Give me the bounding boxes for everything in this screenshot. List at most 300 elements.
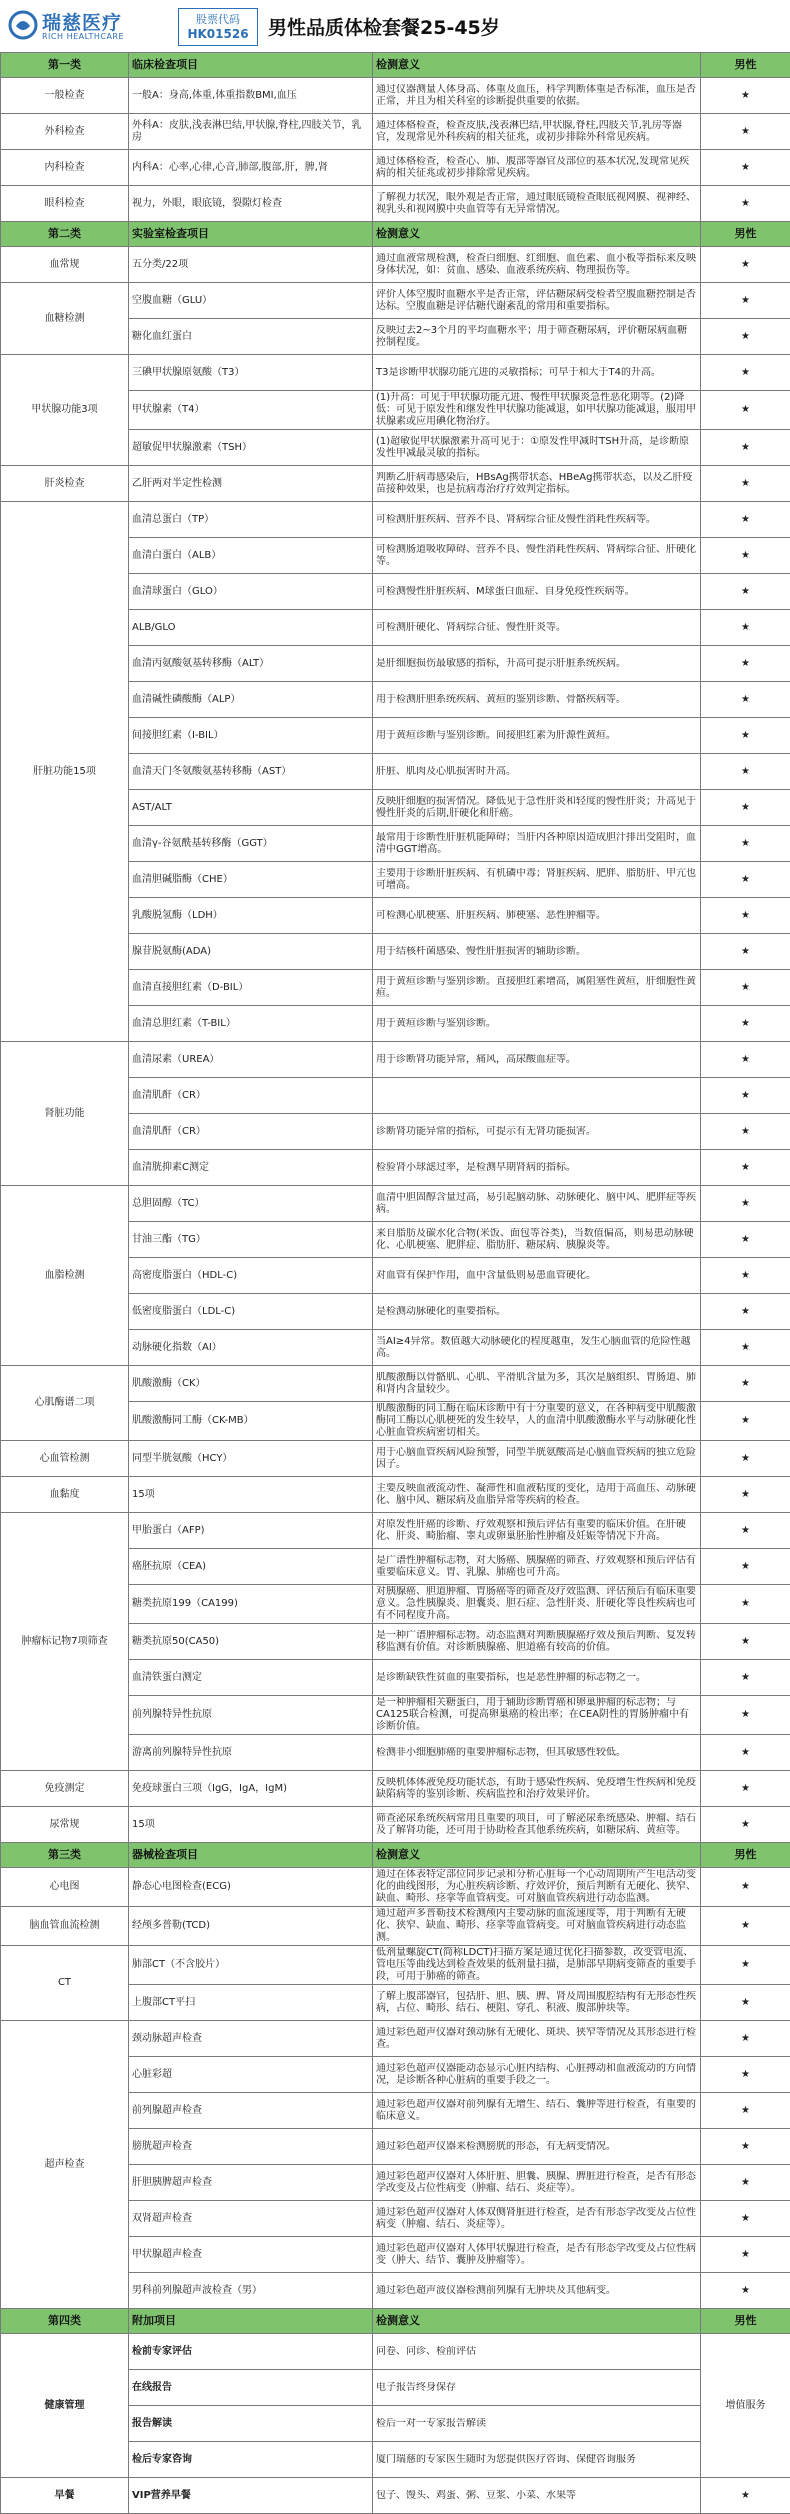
description-text: 用于黄疸诊断与鉴别诊断。直接胆红素增高，属阻塞性黄疸，肝细胞性黄疸。 (376, 976, 697, 1000)
description-text: 肌酸激酶的同工酶在临床诊断中有十分重要的意义，在各种病变中肌酸激酶同工酶以心肌梗死的发生较早，人的血清中肌酸激酶水平与动脉硬化性心脏血管疾病密切相关。 (376, 1403, 697, 1439)
table-row (1, 114, 790, 150)
description-cell (373, 1771, 701, 1807)
included-star-icon: ★ (701, 1985, 790, 2021)
category-cell: 心电图 (1, 1868, 129, 1907)
table-row (1, 1907, 790, 1946)
section-gender-header: 男性 (701, 2309, 790, 2334)
item-cell: 肌酸激酶同工酶（CK-MB） (129, 1402, 373, 1441)
description-text: 用于诊断肾功能异常，痛风，高尿酸血症等。 (376, 1054, 697, 1066)
included-star-icon: ★ (701, 466, 790, 502)
description-cell (373, 2370, 701, 2406)
item-cell: 视力，外眼，眼底镜，裂隙灯检查 (129, 186, 373, 222)
category-cell: 外科检查 (1, 114, 129, 150)
item-cell: 肝胆胰脾超声检查 (129, 2165, 373, 2201)
section-item-header: 临床检查项目 (129, 53, 373, 78)
item-cell: 外科A：皮肤,浅表淋巴结,甲状腺,脊柱,四肢关节，乳房 (129, 114, 373, 150)
category-cell: 血糖检测 (1, 283, 129, 355)
category-cell: CT (1, 1946, 129, 2021)
item-cell: 空腹血糖（GLU） (129, 283, 373, 319)
description-cell (373, 2334, 701, 2370)
table-row (1, 1771, 790, 1807)
description-text: 通过彩色超声波仪器检测前列腺有无肿块及其他病变。 (376, 2285, 697, 2297)
description-text: 用于心脑血管疾病风险预警，同型半胱氨酸高是心脑血管疾病的独立危险因子。 (376, 1447, 697, 1471)
item-cell: 内科A：心率,心律,心音,肺部,腹部,肝，脾,肾 (129, 150, 373, 186)
included-star-icon: ★ (701, 502, 790, 538)
description-text: 评价人体空腹时血糖水平是否正常，评估糖尿病受检者空腹血糖控制是否达标。空腹血糖是评估糖代谢紊乱的常用和重要指标。 (376, 289, 697, 313)
included-star-icon: ★ (701, 862, 790, 898)
description-text: 最常用于诊断性肝脏机能障碍；当肝内各种原因造成胆汁排出受阻时，血清中GGT增高。 (376, 832, 697, 856)
category-cell: 甲状腺功能3项 (1, 355, 129, 466)
description-cell (373, 1150, 701, 1186)
stock-code-box (178, 8, 258, 46)
description-cell (373, 247, 701, 283)
included-star-icon: ★ (701, 538, 790, 574)
included-star-icon: ★ (701, 1150, 790, 1186)
item-cell: 心脏彩超 (129, 2057, 373, 2093)
item-cell: 血清总胆红素（T-BIL） (129, 1006, 373, 1042)
item-cell: 乳酸脱氢酶（LDH） (129, 898, 373, 934)
description-text: 厦门瑞慈的专家医生随时为您提供医疗咨询、保健咨询服务 (376, 2454, 697, 2466)
item-cell: AST/ALT (129, 790, 373, 826)
description-text: 是肝细胞损伤最敏感的指标，升高可提示肝脏系统疾病。 (376, 658, 697, 670)
description-text: 当AI≥4异常。数值越大动脉硬化的程度越重，发生心脑血管的危险性越高。 (376, 1336, 697, 1360)
item-cell: 在线报告 (129, 2370, 373, 2406)
description-text: 诊断肾功能异常的指标，可提示有无肾功能损害。 (376, 1126, 697, 1138)
included-star-icon: ★ (701, 1078, 790, 1114)
item-cell: ALB/GLO (129, 610, 373, 646)
description-cell (373, 78, 701, 114)
description-cell (373, 355, 701, 391)
included-star-icon: ★ (701, 934, 790, 970)
table-row (1, 466, 790, 502)
included-star-icon: ★ (701, 718, 790, 754)
item-cell: 前列腺特异性抗原 (129, 1696, 373, 1735)
item-cell: 血清胆碱脂酶（CHE） (129, 862, 373, 898)
included-star-icon: ★ (701, 1114, 790, 1150)
description-cell (373, 2478, 701, 2514)
included-star-icon: ★ (701, 1402, 790, 1441)
included-star-icon: ★ (701, 2237, 790, 2273)
included-star-icon: ★ (701, 283, 790, 319)
item-cell: 五分类/22项 (129, 247, 373, 283)
description-text: 通过仪器测量人体身高、体重及血压，科学判断体重是否标准，血压是否正常，并且为相关科室的诊断提供重要的依据。 (376, 84, 697, 108)
included-star-icon: ★ (701, 898, 790, 934)
item-cell: 血清肌酐（CR） (129, 1078, 373, 1114)
description-cell (373, 2021, 701, 2057)
category-cell: 血常规 (1, 247, 129, 283)
item-cell: 经颅多普勒(TCD) (129, 1907, 373, 1946)
description-cell (373, 862, 701, 898)
description-text: 对原发性肝癌的诊断、疗效观察和预后评估有重要的临床价值。在肝硬化、肝炎、畸胎瘤、睾丸或卵巢胚胎性肿瘤及妊娠等情况下升高。 (376, 1519, 697, 1543)
description-cell (373, 646, 701, 682)
included-star-icon: ★ (701, 430, 790, 466)
section-gender-header: 男性 (701, 222, 790, 247)
description-text: 是一种广谱肿瘤标志物。动态监测对判断胰腺癌疗效及预后判断、复发转移监测有价值。对诊断胰腺癌、胆道癌有较高的价值。 (376, 1630, 697, 1654)
item-cell: 检后专家咨询 (129, 2442, 373, 2478)
description-text: 肝脏、肌肉及心肌损害时升高。 (376, 766, 697, 778)
included-star-icon: ★ (701, 1258, 790, 1294)
included-star-icon: ★ (701, 790, 790, 826)
included-star-icon: ★ (701, 1186, 790, 1222)
description-cell (373, 1366, 701, 1402)
description-cell (373, 1222, 701, 1258)
item-cell: 同型半胱氨酸（HCY） (129, 1441, 373, 1477)
description-text: 是诊断缺铁性贫血的重要指标，也是恶性肿瘤的标志物之一。 (376, 1672, 697, 1684)
description-text: 通过体格检查，检查心、肺、腹部等器官及部位的基本状况,发现常见疾病的相关征兆或初步排除常见疾病。 (376, 156, 697, 180)
item-cell: 糖类抗原50(CA50) (129, 1624, 373, 1660)
description-text: 是广谱性肿瘤标志物，对大肠癌、胰腺癌的筛查、疗效观察和预后评估有重要临床意义。胃、乳腺、肺癌也可升高。 (376, 1555, 697, 1579)
description-cell (373, 538, 701, 574)
included-star-icon: ★ (701, 2273, 790, 2309)
table-row (1, 1946, 790, 1985)
item-cell: 甘油三酯（TG） (129, 1222, 373, 1258)
included-star-icon: ★ (701, 1513, 790, 1549)
table-row (1, 502, 790, 538)
item-cell: VIP营养早餐 (129, 2478, 373, 2514)
item-cell: 血清γ-谷氨酰基转移酶（GGT） (129, 826, 373, 862)
included-star-icon: ★ (701, 1696, 790, 1735)
description-text: 反映过去2~3个月的平均血糖水平；用于筛查糖尿病，评价糖尿病血糖控制程度。 (376, 325, 697, 349)
included-star-icon: ★ (701, 1549, 790, 1585)
item-cell: 游离前列腺特异性抗原 (129, 1735, 373, 1771)
included-star-icon: ★ (701, 1294, 790, 1330)
description-text: 用于黄疸诊断与鉴别诊断。间接胆红素为肝源性黄疸。 (376, 730, 697, 742)
description-text: 包子、馒头、鸡蛋、粥、豆浆、小菜、水果等 (376, 2490, 697, 2502)
category-cell: 尿常规 (1, 1807, 129, 1843)
stock-code: HK01526 (179, 27, 257, 41)
description-cell (373, 898, 701, 934)
included-star-icon: ★ (701, 646, 790, 682)
item-cell: 甲胎蛋白（AFP) (129, 1513, 373, 1549)
description-text: 通过血液常规检测，检查白细胞、红细胞、血色素、血小板等指标来反映身体状况，如：贫血、感染、血液系统疾病、物理损伤等。 (376, 253, 697, 277)
item-cell: 血清直接胆红素（D-BIL） (129, 970, 373, 1006)
description-cell (373, 574, 701, 610)
description-text: 可检测心肌梗塞、肝脏疾病、肺梗塞、恶性肿瘤等。 (376, 910, 697, 922)
item-cell: 血清铁蛋白测定 (129, 1660, 373, 1696)
section-item-header: 器械检查项目 (129, 1843, 373, 1868)
description-cell (373, 1441, 701, 1477)
description-cell (373, 1513, 701, 1549)
description-cell (373, 1985, 701, 2021)
description-cell (373, 2406, 701, 2442)
description-text: 血清中胆固醇含量过高，易引起脑动脉、动脉硬化、脑中风、肥胖症等疾病。 (376, 1192, 697, 1216)
section-item-header: 实验室检查项目 (129, 222, 373, 247)
description-text: 通过彩色超声仪器对人体甲状腺进行检查，是否有形态学改变及占位性病变（肿大、结节、囊肿及肿瘤等）。 (376, 2243, 697, 2267)
description-text: (1)超敏促甲状腺激素升高可见于：①原发性甲减时TSH升高，是诊断原发性甲减最灵敏的指标。 (376, 436, 697, 460)
description-cell (373, 430, 701, 466)
stock-label: 股票代码 (179, 11, 257, 27)
item-cell: 双肾超声检查 (129, 2201, 373, 2237)
included-star-icon: ★ (701, 1946, 790, 1985)
description-text: 通过彩色超声仪器对人体肝脏、胆囊、胰腺、脾脏进行检查，是否有形态学改变及占位性病变（肿瘤、结石、炎症等）。 (376, 2171, 697, 2195)
description-text: 来自脂肪及碳水化合物(米饭、面包等谷类)，当数值偏高，则易患动脉硬化、心肌梗塞、肥胖症、脂肪肝、糖尿病、胰腺炎等。 (376, 1228, 697, 1252)
item-cell: 检前专家评估 (129, 2334, 373, 2370)
section-category-header: 第四类 (1, 2309, 129, 2334)
description-text: 反映肝细胞的损害情况。降低见于急性肝炎和轻度的慢性肝炎；升高见于慢性肝炎的后期,肝硬化和肝癌。 (376, 796, 697, 820)
item-cell: 上腹部CT平扫 (129, 1985, 373, 2021)
included-star-icon: ★ (701, 826, 790, 862)
table-row (1, 283, 790, 319)
category-cell: 超声检查 (1, 2021, 129, 2309)
description-cell (373, 283, 701, 319)
item-cell: 血清肌酐（CR） (129, 1114, 373, 1150)
description-cell (373, 2093, 701, 2129)
section-category-header: 第三类 (1, 1843, 129, 1868)
description-cell (373, 1114, 701, 1150)
description-text: 检后一对一专家报告解读 (376, 2418, 697, 2430)
section-desc-header: 检测意义 (373, 2309, 701, 2334)
description-text: 通过彩色超声仪器能动态显示心脏内结构、心脏搏动和血液流动的方向情况，是诊断各种心脏病的重要手段之一。 (376, 2063, 697, 2087)
description-cell (373, 1006, 701, 1042)
item-cell: 总胆固醇（TC） (129, 1186, 373, 1222)
description-cell (373, 1042, 701, 1078)
description-cell (373, 1696, 701, 1735)
description-cell (373, 2237, 701, 2273)
included-star-icon: ★ (701, 1477, 790, 1513)
category-cell: 早餐 (1, 2478, 129, 2514)
description-cell (373, 718, 701, 754)
table-row (1, 1186, 790, 1222)
item-cell: 男科前列腺超声波检查（男） (129, 2273, 373, 2309)
table-row (1, 1477, 790, 1513)
included-star-icon: ★ (701, 78, 790, 114)
included-star-icon: ★ (701, 391, 790, 430)
category-cell: 一般检查 (1, 78, 129, 114)
included-star-icon: ★ (701, 2021, 790, 2057)
description-cell (373, 1868, 701, 1907)
description-cell (373, 754, 701, 790)
included-star-icon: ★ (701, 1366, 790, 1402)
description-cell (373, 1735, 701, 1771)
table-row (1, 186, 790, 222)
description-text: 通过在体表特定部位同步记录和分析心脏每一个心动周期所产生电活动变化的曲线图形，为心脏疾病诊断、疗效评价，预后判断有无硬化、狭窄、缺血、畸形、痉挛等血管病变。可对脑血管疾病进行动态监测。 (376, 1869, 697, 1905)
description-cell (373, 1624, 701, 1660)
section-item-header: 附加项目 (129, 2309, 373, 2334)
description-cell (373, 610, 701, 646)
item-cell: 间接胆红素（I-BIL） (129, 718, 373, 754)
section-header-row (1, 222, 790, 247)
item-cell: 膀胱超声检查 (129, 2129, 373, 2165)
description-cell (373, 1549, 701, 1585)
included-star-icon: ★ (701, 319, 790, 355)
item-cell: 肌酸激酶（CK） (129, 1366, 373, 1402)
included-star-icon: ★ (701, 970, 790, 1006)
included-star-icon: ★ (701, 1585, 790, 1624)
description-cell (373, 1477, 701, 1513)
item-cell: 血清白蛋白（ALB） (129, 538, 373, 574)
description-cell (373, 1807, 701, 1843)
description-text: 对胰腺癌、胆道肿瘤、胃肠癌等的筛查及疗效监测、评估预后有临床重要意义。急性胰腺炎、胆囊炎、胆石症、急性肝炎、肝硬化等良性疾病也可有不同程度升高。 (376, 1586, 697, 1622)
table-row (1, 1366, 790, 1402)
category-cell: 内科检查 (1, 150, 129, 186)
table-row (1, 1042, 790, 1078)
description-cell (373, 1402, 701, 1441)
description-text: 对血管有保护作用，血中含量低则易患血管硬化。 (376, 1270, 697, 1282)
included-star-icon: ★ (701, 150, 790, 186)
category-cell: 免疫测定 (1, 1771, 129, 1807)
description-text: 可检测慢性肝脏疾病、M球蛋白血症、自身免疫性疾病等。 (376, 586, 697, 598)
description-text: 筛查泌尿系统疾病常用且重要的项目，可了解泌尿系统感染、肿瘤、结石及了解肾功能，还可用于协助检查其他系统疾病，如糖尿病、黄疸等。 (376, 1813, 697, 1837)
description-text: 通过彩色超声仪器对颈动脉有无硬化、斑块、狭窄等情况及其形态进行检查。 (376, 2027, 697, 2051)
section-category-header: 第二类 (1, 222, 129, 247)
included-star-icon: ★ (701, 2478, 790, 2514)
description-text: 主要反映血液流动性、凝滞性和血液粘度的变化，适用于高血压、动脉硬化、脑中风、糖尿病及血脂异常等疾病的检查。 (376, 1483, 697, 1507)
included-star-icon: ★ (701, 1807, 790, 1843)
included-star-icon: ★ (701, 1222, 790, 1258)
section-gender-header: 男性 (701, 53, 790, 78)
table-row (1, 2334, 790, 2370)
included-star-icon: ★ (701, 1907, 790, 1946)
item-cell: 血清尿素（UREA） (129, 1042, 373, 1078)
item-cell: 腺苷脱氨酶(ADA) (129, 934, 373, 970)
category-cell: 健康管理 (1, 2334, 129, 2478)
section-header-row (1, 1843, 790, 1868)
item-cell: 颈动脉超声检查 (129, 2021, 373, 2057)
description-cell (373, 2201, 701, 2237)
description-text: 通过超声多普勒技术检测颅内主要动脉的血流速度等，用于判断有无硬化、狭窄、缺血、畸形、痉挛等血管病变。可对脑血管疾病进行动态监测。 (376, 1908, 697, 1944)
description-text: 可检测肝硬化、肾病综合征、慢性肝炎等。 (376, 622, 697, 634)
item-cell: 三碘甲状腺原氨酸（T3） (129, 355, 373, 391)
included-star-icon: ★ (701, 1441, 790, 1477)
item-cell: 15项 (129, 1807, 373, 1843)
item-cell: 15项 (129, 1477, 373, 1513)
description-text: 通过彩色超声仪器对人体双侧肾脏进行检查，是否有形态学改变及占位性病变（肿瘤、结石、炎症等）。 (376, 2207, 697, 2231)
description-cell (373, 502, 701, 538)
table-row (1, 355, 790, 391)
category-cell: 肾脏功能 (1, 1042, 129, 1186)
category-cell: 血脂检测 (1, 1186, 129, 1366)
description-cell (373, 1330, 701, 1366)
included-star-icon: ★ (701, 2057, 790, 2093)
description-text: 了解上腹部器官，包括肝、胆、胰、脾、肾及周围腹腔结构有无形态性疾病，占位、畸形、结石、梗阻、穿孔、积液、腹部肿块等。 (376, 1991, 697, 2015)
description-text: 可检测肠道吸收障碍、营养不良、慢性消耗性疾病、肾病综合征、肝硬化等。 (376, 544, 697, 568)
item-cell: 动脉硬化指数（AI） (129, 1330, 373, 1366)
description-text: T3是诊断甲状腺功能亢进的灵敏指标；可早于和大于T4的升高。 (376, 367, 697, 379)
description-text: 检验肾小球滤过率，是检测早期肾病的指标。 (376, 1162, 697, 1174)
description-cell (373, 186, 701, 222)
description-text: 问卷、问诊、检前评估 (376, 2346, 697, 2358)
description-cell (373, 1585, 701, 1624)
page-header (0, 0, 790, 52)
description-text: 肌酸激酶以骨骼肌、心肌、平滑肌含量为多，其次是脑组织、胃肠道、肺和肾内含量较少。 (376, 1372, 697, 1396)
description-text: 低剂量螺旋CT(简称LDCT)扫描方案是通过优化扫描参数，改变管电流、管电压等曲线达到检查效果的低剂量扫描，是肺部早期病变筛查的重要手段，可用于肺癌的筛查。 (376, 1947, 697, 1983)
included-star-icon: ★ (701, 1042, 790, 1078)
description-cell (373, 150, 701, 186)
included-star-icon: ★ (701, 1624, 790, 1660)
item-cell: 高密度脂蛋白（HDL-C) (129, 1258, 373, 1294)
description-cell (373, 466, 701, 502)
table-row (1, 247, 790, 283)
included-star-icon: ★ (701, 2129, 790, 2165)
table-row (1, 2478, 790, 2514)
description-cell (373, 2165, 701, 2201)
description-text: 是一种肿瘤相关糖蛋白，用于辅助诊断胃癌和卵巢肿瘤的标志物；与CA125联合检测，可提高卵巢癌的检出率；在CEA阴性的胃肠肿瘤中有诊断价值。 (376, 1697, 697, 1733)
included-star-icon: ★ (701, 1771, 790, 1807)
description-cell (373, 934, 701, 970)
category-cell: 心肌酶谱二项 (1, 1366, 129, 1441)
item-cell: 糖类抗原199（CA199) (129, 1585, 373, 1624)
included-star-icon: ★ (701, 574, 790, 610)
description-text: 可检测肝脏疾病、营养不良、肾病综合征及慢性消耗性疾病等。 (376, 514, 697, 526)
included-star-icon: ★ (701, 610, 790, 646)
category-cell: 心血管检测 (1, 1441, 129, 1477)
category-cell: 肝脏功能15项 (1, 502, 129, 1042)
item-cell: 糖化血红蛋白 (129, 319, 373, 355)
description-text: 判断乙肝病毒感染后，HBsAg携带状态、HBeAg携带状态，以及乙肝疫苗接种效果，也是抗病毒治疗疗效判定指标。 (376, 472, 697, 496)
category-cell: 眼科检查 (1, 186, 129, 222)
item-cell: 血清总蛋白（TP） (129, 502, 373, 538)
included-star-icon: ★ (701, 247, 790, 283)
item-cell: 乙肝两对半定性检测 (129, 466, 373, 502)
description-cell (373, 2057, 701, 2093)
item-cell: 免疫球蛋白三项（IgG，IgA，IgM) (129, 1771, 373, 1807)
included-star-icon: ★ (701, 1735, 790, 1771)
description-text: 是检测动脉硬化的重要指标。 (376, 1306, 697, 1318)
item-cell: 血清胱抑素C测定 (129, 1150, 373, 1186)
item-cell: 肺部CT（不含胶片） (129, 1946, 373, 1985)
included-star-icon: ★ (701, 1660, 790, 1696)
section-category-header: 第一类 (1, 53, 129, 78)
page-title: 男性品质体检套餐25-45岁 (268, 13, 500, 40)
item-cell: 甲状腺超声检查 (129, 2237, 373, 2273)
value-added-service-cell: 增值服务 (701, 2334, 790, 2478)
table-row (1, 1513, 790, 1549)
table-row (1, 150, 790, 186)
table-row (1, 1868, 790, 1907)
description-cell (373, 682, 701, 718)
description-text: 用于结核杆菌感染、慢性肝脏损害的辅助诊断。 (376, 946, 697, 958)
rich-healthcare-logo-icon (8, 10, 38, 40)
description-cell (373, 1907, 701, 1946)
table-row (1, 78, 790, 114)
included-star-icon: ★ (701, 2165, 790, 2201)
description-cell (373, 826, 701, 862)
item-cell: 血清碱性磷酸酶（ALP） (129, 682, 373, 718)
category-cell: 血黏度 (1, 1477, 129, 1513)
section-header-row (1, 53, 790, 78)
description-text: 用于黄疸诊断与鉴别诊断。 (376, 1018, 697, 1030)
category-cell: 肿瘤标记物7项筛查 (1, 1513, 129, 1771)
included-star-icon: ★ (701, 754, 790, 790)
included-star-icon: ★ (701, 1868, 790, 1907)
description-cell (373, 790, 701, 826)
item-cell: 癌胚抗原（CEA) (129, 1549, 373, 1585)
included-star-icon: ★ (701, 114, 790, 150)
section-desc-header: 检测意义 (373, 222, 701, 247)
included-star-icon: ★ (701, 355, 790, 391)
description-cell (373, 391, 701, 430)
item-cell: 血清丙氨酸氨基转移酶（ALT） (129, 646, 373, 682)
category-cell: 肝炎检查 (1, 466, 129, 502)
item-cell: 静态心电图检查(ECG) (129, 1868, 373, 1907)
item-cell: 血清球蛋白（GLO） (129, 574, 373, 610)
description-cell (373, 2442, 701, 2478)
description-cell (373, 319, 701, 355)
item-cell: 前列腺超声检查 (129, 2093, 373, 2129)
item-cell: 血清天门冬氨酸氨基转移酶（AST） (129, 754, 373, 790)
description-cell (373, 1946, 701, 1985)
table-row (1, 2021, 790, 2057)
item-cell: 甲状腺素（T4） (129, 391, 373, 430)
description-text: 用于检测肝胆系统疾病、黄疸的鉴别诊断、骨骼疾病等。 (376, 694, 697, 706)
description-text: (1)升高：可见于甲状腺功能亢进、慢性甲状腺炎急性恶化期等。(2)降低：可见于原发性和继发性甲状腺功能减退，如甲状腺功能减退，服用甲状腺素或应用碘化物治疗。 (376, 392, 697, 428)
company-name-en: RICH HEALTHCARE (42, 32, 124, 41)
description-text: 反映机体体液免疫功能状态，有助于感染性疾病、免疫增生性疾病和免疫缺陷病等的鉴别诊断、疾病监控和治疗效果评价。 (376, 1777, 697, 1801)
description-text: 主要用于诊断肝脏疾病、有机磷中毒；肾脏疾病、肥胖、脂肪肝、甲亢也可增高。 (376, 868, 697, 892)
item-cell: 报告解读 (129, 2406, 373, 2442)
description-text: 电子报告终身保存 (376, 2382, 697, 2394)
description-cell (373, 2129, 701, 2165)
